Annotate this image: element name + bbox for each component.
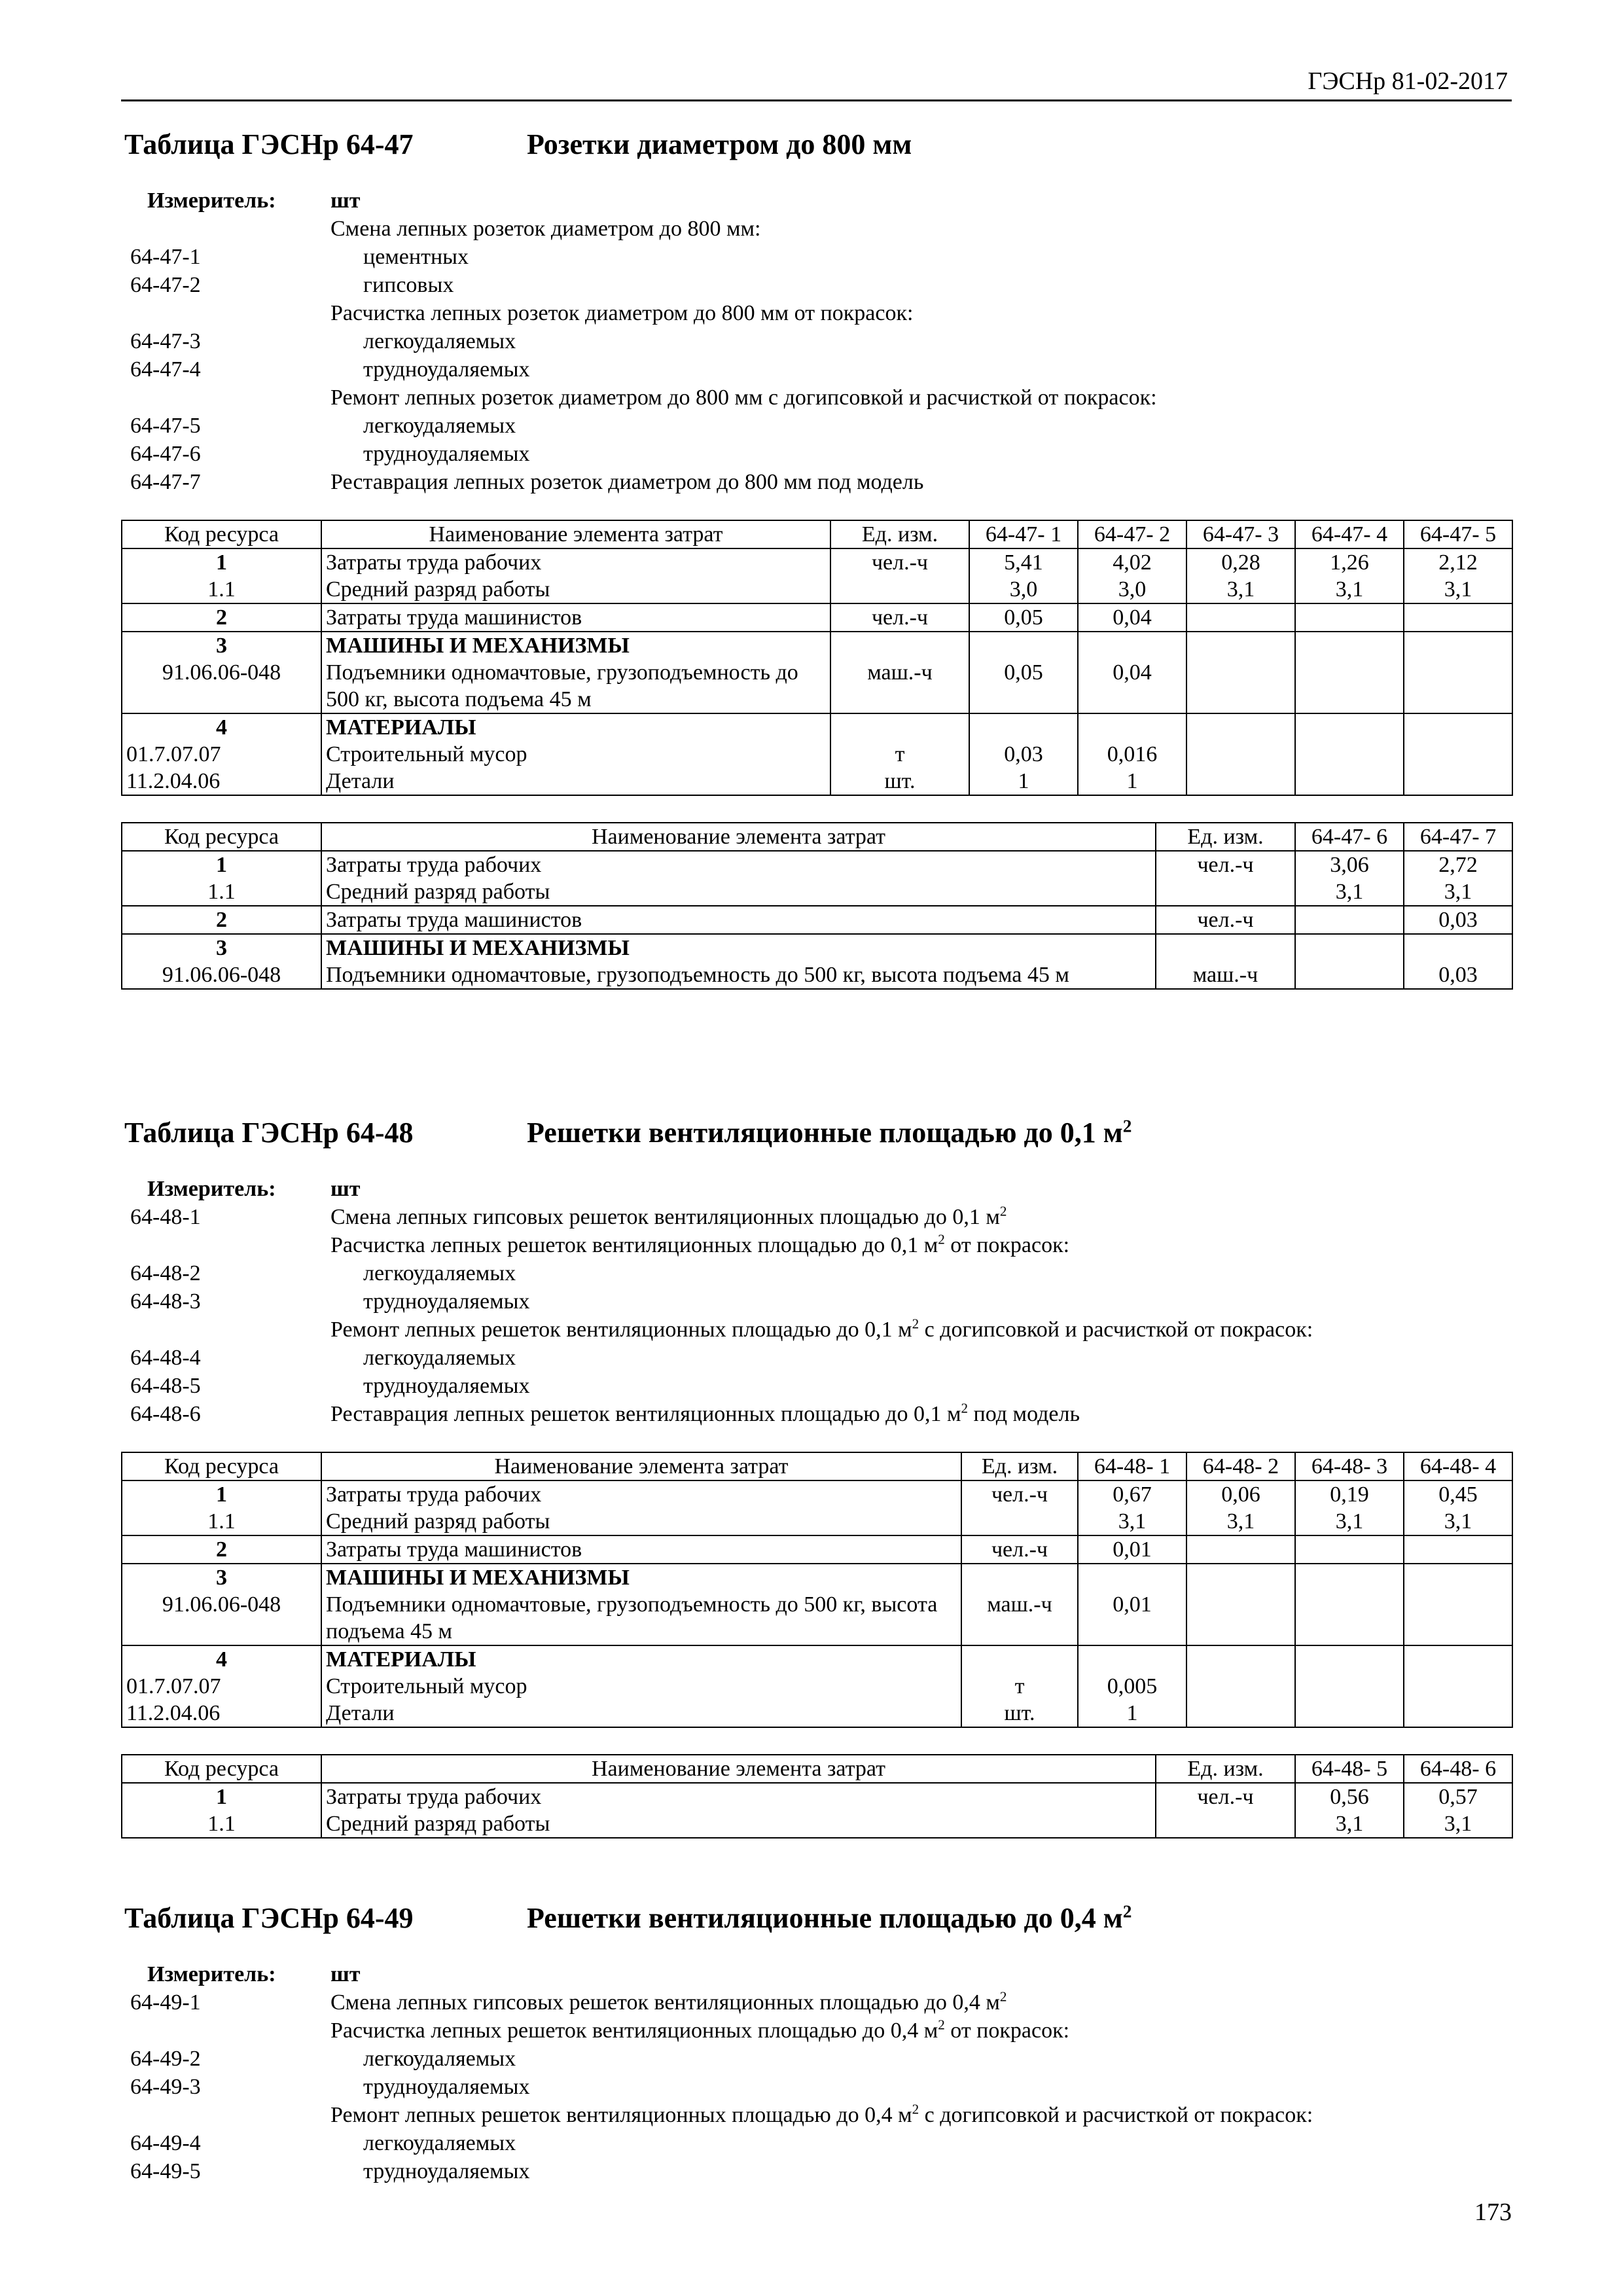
section-64-48: [121, 1116, 1512, 1839]
spec-row: 64-48-4 легкоудаляемых: [130, 1346, 516, 1370]
table-title: [121, 128, 1512, 173]
page-header: [121, 65, 1512, 101]
spec-row: 64-47-4 трудноудаляемых: [130, 357, 530, 382]
table-row: 3 МАШИНЫ И МЕХАНИЗМЫ: [122, 934, 1512, 961]
table-header-row: Код ресурса Наименование элемента затрат Ед. изм. 64-47- 1 64-47- 2 64-47- 3 64-47- 4 64-47- 5: [122, 520, 1512, 548]
spec-row: Расчистка лепных решеток вентиляционных площадью до 0,1 $м^2$ от покрасок:: [330, 1231, 1070, 1257]
table-name: Решетки вентиляционные площадью до 0,1 $м^2$: [527, 1116, 1132, 1149]
table-number: Таблица ГЭСНр 64-48: [124, 1117, 414, 1149]
table-row: 91.06.06-048 Подъемники одномачтовые, грузоподъемность до 500 кг, высота подъема 45 м маш.-ч 0,05 0,04: [122, 659, 1512, 713]
measure-label: Измеритель:: [147, 1177, 276, 1201]
spec-row: 64-49-3 трудноудаляемых: [130, 2075, 530, 2099]
table-row: 3 МАШИНЫ И МЕХАНИЗМЫ: [122, 632, 1512, 659]
table-row: 2 Затраты труда машинистов чел.-ч 0,05 0,04: [122, 603, 1512, 632]
table-header-row: Код ресурса Наименование элемента затрат Ед. изм. 64-48- 5 64-48- 6: [122, 1755, 1512, 1783]
spec-row: 64-49-5 трудноудаляемых: [130, 2159, 530, 2183]
measure-value: шт: [330, 1177, 361, 1201]
table-number: Таблица ГЭСНр 64-47: [124, 128, 414, 160]
resource-table: [121, 1452, 1513, 1728]
spec-row: 64-48-6 Реставрация лепных решеток вентиляционных площадью до 0,1 $м^2$ под модель: [130, 1400, 1080, 1426]
table-title: [121, 1116, 1512, 1162]
spec-row: 64-49-2 легкоудаляемых: [130, 2047, 516, 2071]
document-code: ГЭСНр 81-02-2017: [1308, 67, 1508, 95]
table-row: 3 МАШИНЫ И МЕХАНИЗМЫ: [122, 1564, 1512, 1591]
table-row: 91.06.06-048 Подъемники одномачтовые, грузоподъемность до 500 кг, высота подъема 45 м маш.-ч 0,03: [122, 961, 1512, 989]
table-row: 2 Затраты труда машинистов чел.-ч 0,03: [122, 906, 1512, 934]
table-header-row: Код ресурса Наименование элемента затрат Ед. изм. 64-48- 1 64-48- 2 64-48- 3 64-48- 4: [122, 1452, 1512, 1480]
spec-row: Ремонт лепных решеток вентиляционных площадью до 0,4 $м^2$ с догипсовкой и расчисткой от покрасок:: [330, 2101, 1313, 2127]
table-row: 1.1 Средний разряд работы 3,1 3,1: [122, 878, 1512, 906]
table-row: 1.1 Средний разряд работы 3,1 3,1: [122, 1810, 1512, 1838]
table-row: 1.1 Средний разряд работы 3,0 3,0 3,1 3,1 3,1: [122, 576, 1512, 603]
spec-row: Ремонт лепных решеток вентиляционных площадью до 0,1 $м^2$ с догипсовкой и расчисткой от покрасок:: [330, 1316, 1313, 1342]
table-row: 1 Затраты труда рабочих чел.-ч 5,41 4,02 0,28 1,26 2,12: [122, 548, 1512, 576]
measure-value: шт: [330, 1962, 361, 1986]
table-row: 1 Затраты труда рабочих чел.-ч 3,06 2,72: [122, 851, 1512, 878]
table-header-row: Код ресурса Наименование элемента затрат Ед. изм. 64-47- 6 64-47- 7: [122, 823, 1512, 851]
page-number: 173: [1474, 2198, 1512, 2226]
table-row: 1 Затраты труда рабочих чел.-ч 0,56 0,57: [122, 1783, 1512, 1810]
spec-row: 64-47-7 Реставрация лепных розеток диаметром до 800 мм под модель: [130, 470, 924, 494]
spec-row: 64-49-1 Смена лепных гипсовых решеток вентиляционных площадью до 0,4 $м^2$: [130, 1988, 1007, 2015]
table-row: 1 Затраты труда рабочих чел.-ч 0,67 0,06 0,19 0,45: [122, 1480, 1512, 1508]
table-number: Таблица ГЭСНр 64-49: [124, 1902, 414, 1934]
table-row: 1.1 Средний разряд работы 3,1 3,1 3,1 3,1: [122, 1508, 1512, 1535]
table-row: 91.06.06-048 Подъемники одномачтовые, грузоподъемность до 500 кг, высота подъема 45 м маш.-ч 0,01: [122, 1591, 1512, 1645]
table-row: 01.7.07.07 Строительный мусор т 0,005: [122, 1673, 1512, 1700]
measure-label: Измеритель:: [147, 1962, 276, 1986]
measure-spec: [121, 1175, 1512, 1428]
table-row: 01.7.07.07 Строительный мусор т 0,03 0,016: [122, 741, 1512, 768]
table-row: 4 МАТЕРИАЛЫ: [122, 713, 1512, 741]
spec-row: 64-49-4 легкоудаляемых: [130, 2131, 516, 2155]
spec-row: 64-48-3 трудноудаляемых: [130, 1289, 530, 1314]
spec-row: 64-47-1 цементных: [130, 245, 469, 269]
spec-row: 64-47-6 трудноудаляемых: [130, 442, 530, 466]
resource-table: [121, 822, 1513, 990]
spec-row: Расчистка лепных решеток вентиляционных площадью до 0,4 $м^2$ от покрасок:: [330, 2017, 1070, 2043]
spec-row: Смена лепных розеток диаметром до 800 мм:: [330, 217, 761, 241]
table-title: [121, 1901, 1512, 1947]
spec-row: Расчистка лепных розеток диаметром до 800 мм от покрасок:: [330, 301, 914, 325]
spec-row: 64-47-3 легкоудаляемых: [130, 329, 516, 353]
resource-table: [121, 520, 1513, 796]
table-row: 11.2.04.06 Детали шт. 1 1: [122, 768, 1512, 795]
table-row: 2 Затраты труда машинистов чел.-ч 0,01: [122, 1535, 1512, 1564]
measure-spec: [121, 1960, 1512, 2185]
spec-row: Ремонт лепных розеток диаметром до 800 мм с догипсовкой и расчисткой от покрасок:: [330, 386, 1157, 410]
measure-value: шт: [330, 188, 361, 213]
table-row: 11.2.04.06 Детали шт. 1: [122, 1700, 1512, 1727]
spec-row: 64-47-5 легкоудаляемых: [130, 414, 516, 438]
spec-row: 64-48-5 трудноудаляемых: [130, 1374, 530, 1398]
spec-row: 64-48-2 легкоудаляемых: [130, 1261, 516, 1285]
table-row: 4 МАТЕРИАЛЫ: [122, 1645, 1512, 1673]
spec-row: 64-48-1 Смена лепных гипсовых решеток вентиляционных площадью до 0,1 $м^2$: [130, 1203, 1007, 1229]
measure-label: Измеритель:: [147, 188, 276, 213]
table-name: Решетки вентиляционные площадью до 0,4 $м^2$: [527, 1901, 1132, 1934]
resource-table: [121, 1754, 1513, 1839]
spec-row: 64-47-2 гипсовых: [130, 273, 454, 297]
table-name: Розетки диаметром до 800 мм: [527, 128, 912, 160]
measure-spec: [121, 187, 1512, 496]
section-64-49: [121, 1901, 1512, 2185]
section-64-47: [121, 128, 1512, 990]
